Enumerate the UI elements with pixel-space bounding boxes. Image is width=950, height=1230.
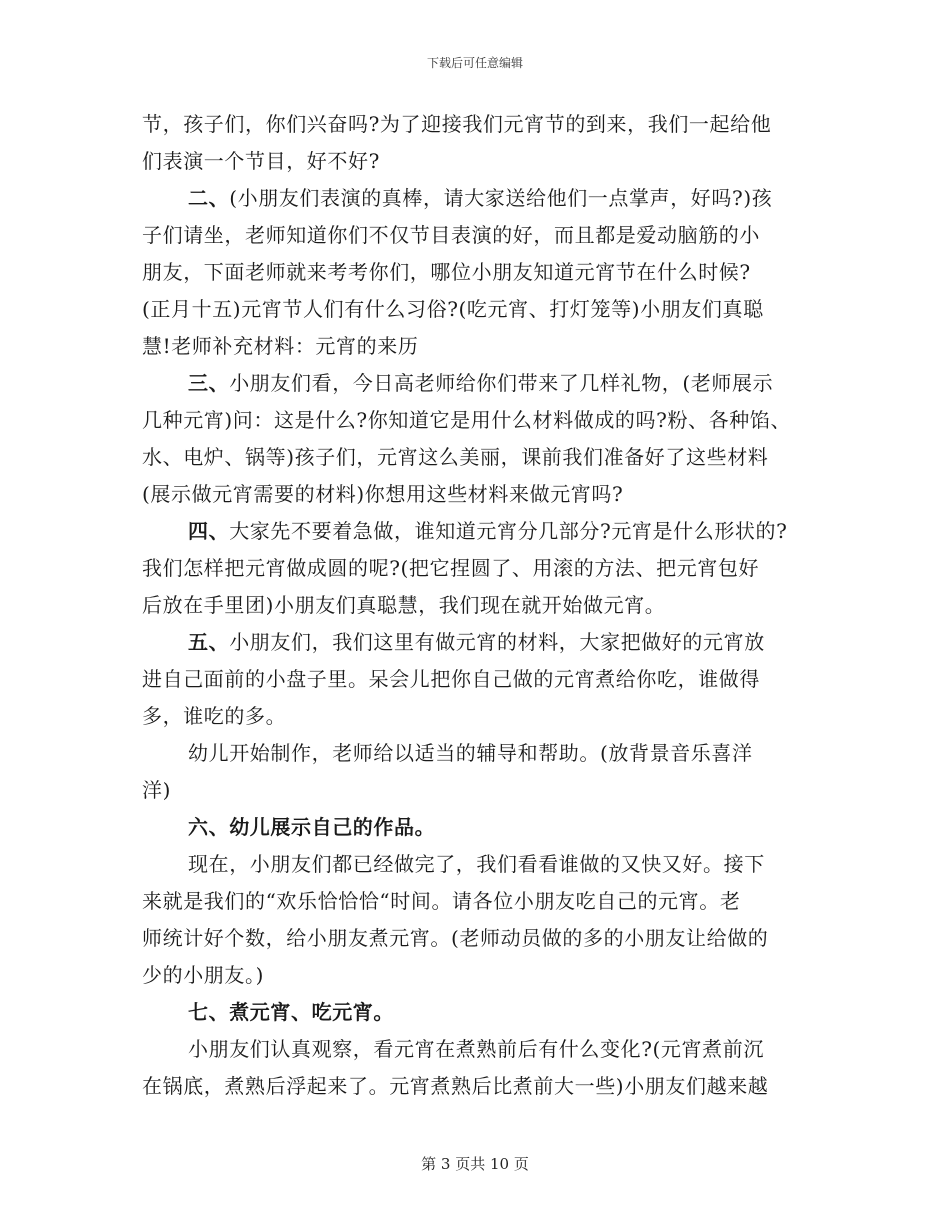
text-line: 少的小朋友。) bbox=[142, 963, 265, 987]
text-line: 节，孩子们，你们兴奋吗?为了迎接我们元宵节的到来，我们一起给他 bbox=[142, 112, 772, 136]
text-line: (正月十五)元宵节人们有什么习俗?(吃元宵、打灯笼等)小朋友们真聪 bbox=[142, 297, 764, 321]
text-line: 我们怎样把元宵做成圆的呢?(把它捏圆了、用滚的方法、把元宵包好 bbox=[142, 556, 760, 580]
text-line: 师统计好个数，给小朋友煮元宵。(老师动员做的多的小朋友让给做的 bbox=[142, 926, 769, 950]
section-number: 四、 bbox=[188, 519, 230, 543]
text-line: 们表演一个节目，好不好? bbox=[142, 149, 380, 173]
text-line: 在锅底，煮熟后浮起来了。元宵煮熟后比煮前大一些)小朋友们越来越 bbox=[142, 1074, 769, 1098]
text-line: 洋) bbox=[142, 778, 172, 802]
section-number: 二、 bbox=[188, 186, 230, 210]
text-line: 后放在手里团)小朋友们真聪慧，我们现在就开始做元宵。 bbox=[142, 593, 666, 617]
text-line: 朋友，下面老师就来考考你们，哪位小朋友知道元宵节在什么时候? bbox=[142, 260, 751, 284]
section-heading bbox=[142, 809, 832, 846]
section-title: 七、煮元宵、吃元宵。 bbox=[188, 1000, 394, 1024]
text-line: 进自己面前的小盘子里。呆会儿把你自己做的元宵煮给你吃，谁做得 bbox=[142, 667, 760, 691]
text-line: 小朋友们认真观察，看元宵在煮熟前后有什么变化?(元宵煮前沉 bbox=[188, 1037, 764, 1061]
text-line: 水、电炉、锅等)孩子们，元宵这么美丽，课前我们准备好了这些材料 bbox=[142, 445, 769, 469]
section-heading-line: 五、小朋友们，我们这里有做元宵的材料，大家把做好的元宵放 bbox=[188, 630, 765, 654]
text-line: 慧!老师补充材料：元宵的来历 bbox=[142, 334, 419, 358]
section-heading-line: 四、大家先不要着急做，谁知道元宵分几部分?元宵是什么形状的? bbox=[188, 519, 788, 543]
text-line: 几种元宵)问：这是什么?你知道它是用什么材料做成的吗?粉、各种馅、 bbox=[142, 408, 792, 432]
section-title: 六、幼儿展示自己的作品。 bbox=[188, 815, 436, 839]
document-body bbox=[142, 106, 832, 1105]
section-heading bbox=[142, 994, 832, 1031]
section-number: 三、 bbox=[188, 371, 230, 395]
page-footer: 第 3 页共 10 页 bbox=[421, 1155, 529, 1173]
text-line: 子们请坐，老师知道你们不仅节目表演的好，而且都是爱动脑筋的小 bbox=[142, 223, 760, 247]
section-number: 五、 bbox=[188, 630, 230, 654]
text-line: 多，谁吃的多。 bbox=[142, 704, 287, 728]
text-line: 来就是我们的“欢乐恰恰恰“时间。请各位小朋友吃自己的元宵。老 bbox=[142, 889, 741, 913]
section-heading-line: 三、小朋友们看，今日高老师给你们带来了几样礼物，(老师展示 bbox=[188, 371, 774, 395]
page-header: 下载后可任意编辑 bbox=[426, 56, 523, 70]
section-heading-line: 二、(小朋友们表演的真棒，请大家送给他们一点掌声，好吗?)孩 bbox=[188, 186, 773, 210]
text-line: 现在，小朋友们都已经做完了，我们看看谁做的又快又好。接下 bbox=[188, 852, 765, 876]
text-line: 幼儿开始制作，老师给以适当的辅导和帮助。(放背景音乐喜洋 bbox=[188, 741, 753, 765]
text-line: (展示做元宵需要的材料)你想用这些材料来做元宵吗? bbox=[142, 482, 624, 506]
